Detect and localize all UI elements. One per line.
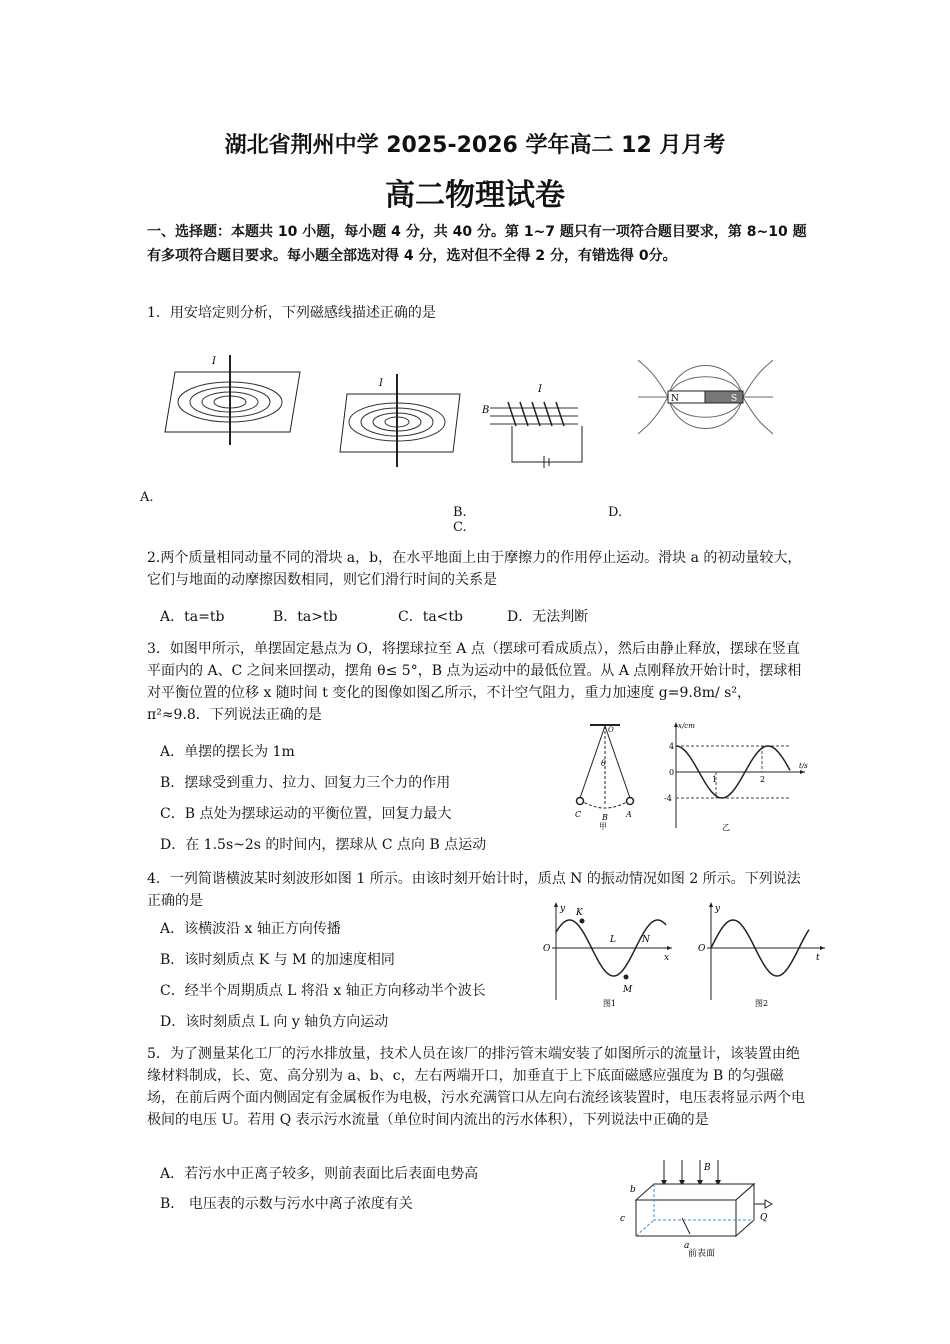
q3-ytick-neg4: -4 bbox=[664, 794, 672, 803]
q4f1-label-k: K bbox=[576, 908, 583, 918]
q5-label-b-field: B bbox=[704, 1163, 711, 1173]
q1b-current-label: I bbox=[379, 378, 383, 389]
q4f1-label-l: L bbox=[610, 935, 616, 945]
q1-figure-b bbox=[335, 372, 470, 472]
q5-flowmeter-figure bbox=[612, 1158, 777, 1263]
q1-label-c: C. bbox=[453, 520, 467, 535]
q3-graph-ylabel: x/cm bbox=[678, 722, 695, 730]
q3-label-theta: θ bbox=[601, 759, 606, 768]
exam-title-line1: 湖北省荆州中学 2025-2026 学年高二 12 月月考 bbox=[224, 133, 726, 158]
q2-option-d: D．无法判断 bbox=[507, 609, 589, 625]
q4-option-c: C．经半个周期质点 L 将沿 x 轴正方向移动半个波长 bbox=[160, 983, 486, 999]
q4f2-label-y: y bbox=[715, 904, 721, 914]
q3-caption-left: 甲 bbox=[599, 822, 607, 830]
q3-xtick-2: 2 bbox=[760, 775, 766, 784]
q3-pendulum-figure bbox=[568, 720, 643, 830]
q3-option-b: B．摆球受到重力、拉力、回复力三个力的作用 bbox=[160, 775, 451, 791]
exam-title-line2: 高二物理试卷 bbox=[385, 178, 565, 213]
q4f1-label-y: y bbox=[560, 904, 566, 914]
q1d-south-label: S bbox=[731, 394, 738, 404]
q4-stem: 4．一列简谐横波某时刻波形如图 1 所示。由该时刻开始计时，质点 N 的振动情况如图 2 所示。下列说法正确的是 bbox=[147, 871, 801, 909]
q3-ytick-4: 4 bbox=[669, 742, 675, 751]
q5-stem: 5．为了测量某化工厂的污水排放量，技术人员在该厂的排污管末端安装了如图所示的流量计，该装置由绝缘材料制成，长、宽、高分别为 a、b、c，左右两端开口，加垂直于上下底面磁感应强度为 B 的匀强磁场，在前后两个面内侧固定有金属板作为电极，污水充满管口从左向右流经该装置时，电压表将显示两个电极间的电压 U。若用 Q 表示污水流量（单位时间内流出的污水体积），下列说法中正确的是 bbox=[147, 1046, 805, 1128]
q4f1-label-x: x bbox=[664, 953, 670, 963]
q3-label-o: O bbox=[608, 726, 614, 734]
q1-figure-a bbox=[160, 350, 310, 450]
q5-label-q: Q bbox=[760, 1213, 768, 1223]
q3-stem: 3．如图甲所示，单摆固定悬点为 O，将摆球拉至 A 点（摆球可看成质点），然后由静止释放，摆球在竖直平面内的 A、C 之间来回摆动，摆角 θ≤ 5°，B 点为运动中的最低位置。从 A 点刚释放开始计时，摆球相对平衡位置的位移 x 随时间 t 变化的图像如图乙所示，不计空气阻力，重力加速度 g=9.8m/ s²，π²≈9.8．下列说法正确的是 bbox=[147, 641, 802, 723]
q1a-current-label: I bbox=[212, 356, 216, 367]
q2-option-b: B．ta>tb bbox=[273, 609, 338, 625]
q3-graph-xlabel: t/s bbox=[799, 762, 808, 770]
q5-label-a: a bbox=[684, 1241, 690, 1251]
q5-label-c: c bbox=[620, 1214, 626, 1224]
section-instructions: 一、选择题：本题共 10 小题，每小题 4 分，共 40 分。第 1~7 题只有一项符合题目要求，第 8~10 题有多项符合题目要求。每小题全部选对得 4 分，选对但不全得 2 分，有错选得 0分。 bbox=[147, 224, 807, 264]
q3-option-c: C．B 点处为摆球运动的平衡位置，回复力最大 bbox=[160, 806, 452, 822]
q1-label-b: B. bbox=[453, 505, 467, 520]
q3-caption-right: 乙 bbox=[722, 823, 730, 832]
q2-option-a: A．ta=tb bbox=[160, 609, 225, 625]
q1-stem: 1．用安培定则分析，下列磁感线描述正确的是 bbox=[147, 305, 436, 321]
q1d-north-label: N bbox=[671, 394, 679, 404]
q3-option-a: A．单摆的摆长为 1m bbox=[160, 744, 295, 760]
q1-figure-c bbox=[478, 378, 588, 468]
q4-option-a: A．该横波沿 x 轴正方向传播 bbox=[160, 921, 341, 937]
q1-label-a: A. bbox=[140, 490, 154, 505]
q3-graph-figure bbox=[660, 718, 810, 833]
q5-label-front: 前表面 bbox=[688, 1249, 716, 1259]
q1-label-d: D. bbox=[608, 505, 623, 520]
q3-ytick-0: 0 bbox=[669, 768, 675, 777]
q4f2-label-t: t bbox=[816, 953, 820, 963]
q3-option-d: D．在 1.5s~2s 的时间内，摆球从 C 点向 B 点运动 bbox=[160, 837, 487, 853]
q4f1-label-n: N bbox=[642, 935, 650, 945]
q1c-current-label: I bbox=[538, 384, 542, 395]
q4-figure-2 bbox=[695, 900, 830, 1008]
q3-xtick-1: 1 bbox=[712, 775, 718, 784]
q4-option-d: D．该时刻质点 L 向 y 轴负方向运动 bbox=[160, 1014, 389, 1030]
q5-option-b: B． 电压表的示数与污水中离子浓度有关 bbox=[160, 1196, 413, 1212]
q2-stem: 2.两个质量相同动量不同的滑块 a，b，在水平地面上由于摩擦力的作用停止运动。滑块 a 的初动量较大，它们与地面的动摩擦因数相同，则它们滑行时间的关系是 bbox=[147, 550, 802, 588]
q4f1-label-m: M bbox=[623, 985, 633, 995]
q3-label-c: C bbox=[575, 810, 582, 819]
q4-option-b: B．该时刻质点 K 与 M 的加速度相同 bbox=[160, 952, 395, 968]
q5-option-a: A．若污水中正离子较多，则前表面比后表面电势高 bbox=[160, 1166, 479, 1182]
q4f1-label-o: O bbox=[543, 944, 551, 954]
q4-figure-1 bbox=[540, 900, 675, 1008]
q5-label-b: b bbox=[630, 1185, 636, 1195]
q2-option-c: C．ta<tb bbox=[398, 609, 464, 625]
q4-caption-1: 图1 bbox=[603, 999, 617, 1008]
q3-label-b: B bbox=[602, 813, 608, 822]
q4-caption-2: 图2 bbox=[755, 999, 769, 1008]
q1c-field-label: B bbox=[482, 405, 490, 416]
q1-figure-d bbox=[638, 350, 773, 445]
q3-label-a: A bbox=[626, 810, 632, 819]
q4f2-label-o: O bbox=[698, 944, 706, 954]
